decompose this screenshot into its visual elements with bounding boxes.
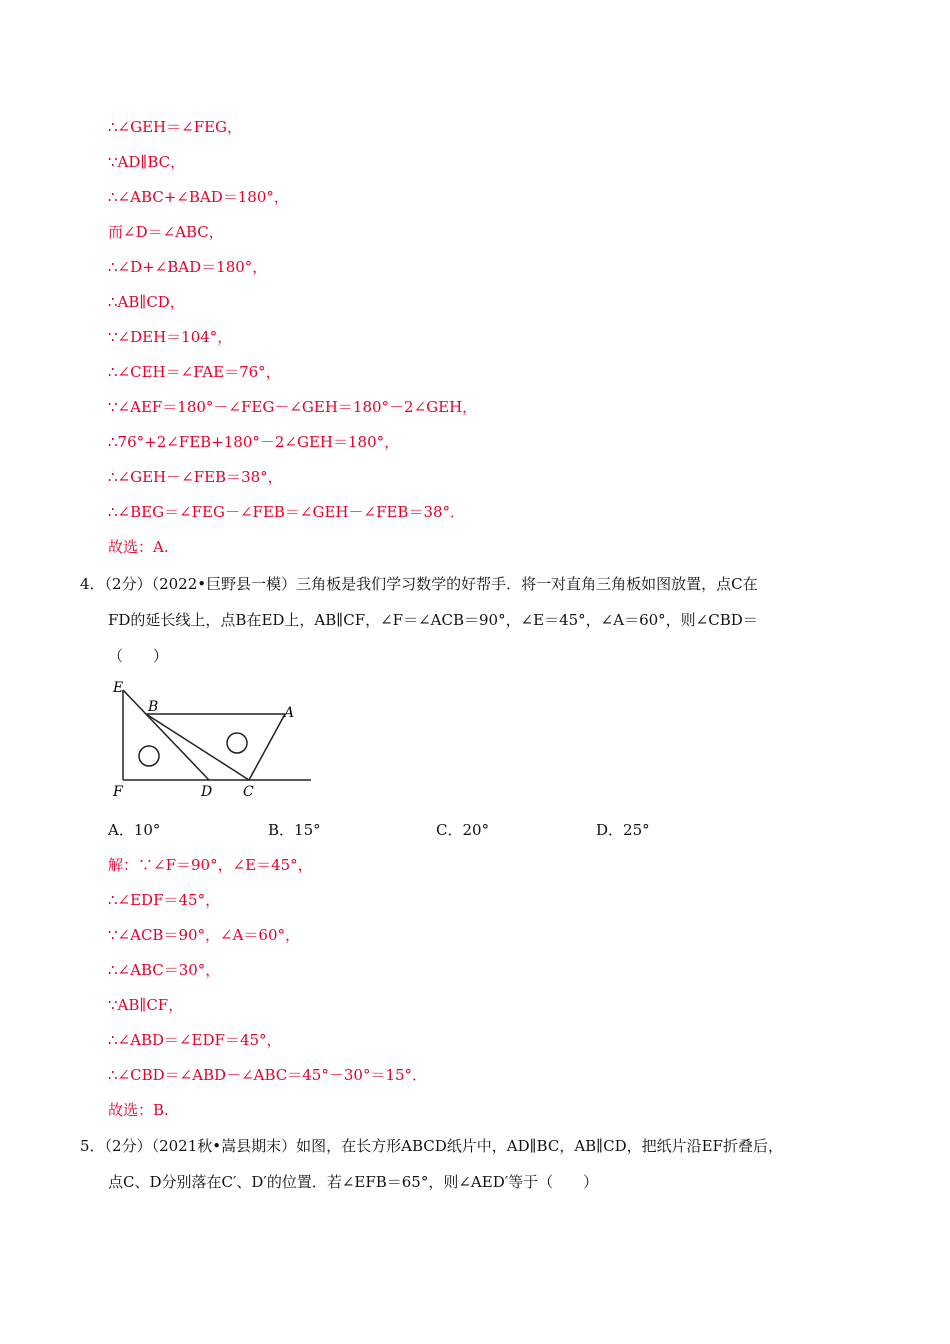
answer-line: 故选：B. xyxy=(108,1101,169,1119)
triangle-figure xyxy=(108,676,318,798)
solution-line: 而∠D＝∠ABC， xyxy=(108,223,224,241)
question-4-text-cont: FD的延长线上，点B在ED上，AB∥CF，∠F＝∠ACB＝90°，∠E＝45°，∠A＝60°，则∠CBD＝ xyxy=(108,611,758,629)
solution-line: ∴∠EDF＝45°， xyxy=(108,891,221,909)
question-5-text-cont: 点C、D分别落在C′、D′的位置．若∠EFB＝65°，则∠AED′等于（ ） xyxy=(108,1173,599,1191)
solution-line: ∴∠GEH＝∠FEG， xyxy=(108,118,243,136)
question-5-text: 5．（2分）（2021秋•嵩县期末）如图，在长方形ABCD纸片中，AD∥BC，AB∥CD，把纸片沿EF折叠后， xyxy=(80,1137,783,1155)
answer-line: 故选：A. xyxy=(108,538,169,556)
solution-line: ∴∠BEG＝∠FEG－∠FEB＝∠GEH－∠FEB＝38°． xyxy=(108,503,466,521)
solution-line: ∴76°+2∠FEB+180°－2∠GEH＝180°， xyxy=(108,433,400,451)
option-b: B．15° xyxy=(268,821,321,839)
label-b: B xyxy=(148,699,159,715)
solution-line: ∴∠ABC+∠BAD＝180°， xyxy=(108,188,289,206)
solution-line: ∵∠AEF＝180°－∠FEG－∠GEH＝180°－2∠GEH， xyxy=(108,398,478,416)
solution-line: ∵∠DEH＝104°， xyxy=(108,328,233,346)
option-c: C．20° xyxy=(436,821,490,839)
solution-line: ∴AB∥CD， xyxy=(108,293,185,311)
question-4-blank: （ ） xyxy=(108,647,169,665)
label-f: F xyxy=(113,784,123,798)
solution-line: ∴∠ABC＝30°， xyxy=(108,961,221,979)
circle-hole-right xyxy=(227,733,247,753)
edge-ac xyxy=(249,714,285,780)
label-e: E xyxy=(113,680,124,696)
solution-line: ∴∠CBD＝∠ABD－∠ABC＝45°－30°＝15°． xyxy=(108,1066,428,1084)
solution-line: ∴∠GEH－∠FEB＝38°， xyxy=(108,468,283,486)
label-c: C xyxy=(243,784,254,798)
solution-line: 解：∵∠F＝90°，∠E＝45°， xyxy=(108,856,313,874)
solution-line: ∵∠ACB＝90°，∠A＝60°， xyxy=(108,926,301,944)
solution-line: ∴∠ABD＝∠EDF＝45°， xyxy=(108,1031,282,1049)
solution-line: ∵AB∥CF， xyxy=(108,996,184,1014)
label-d: D xyxy=(201,784,213,798)
label-a: A xyxy=(284,705,295,721)
solution-line: ∵AD∥BC， xyxy=(108,153,186,171)
solution-line: ∴∠CEH＝∠FAE＝76°， xyxy=(108,363,281,381)
question-4-text: 4．（2分）（2022•巨野县一模）三角板是我们学习数学的好帮手．将一对直角三角板如图放置，点C在 xyxy=(80,575,758,593)
circle-hole-left xyxy=(139,746,159,766)
edge-bc xyxy=(146,714,249,780)
edge-ed xyxy=(123,690,209,780)
option-a: A．10° xyxy=(108,821,161,839)
solution-line: ∴∠D+∠BAD＝180°， xyxy=(108,258,268,276)
option-d: D．25° xyxy=(596,821,650,839)
